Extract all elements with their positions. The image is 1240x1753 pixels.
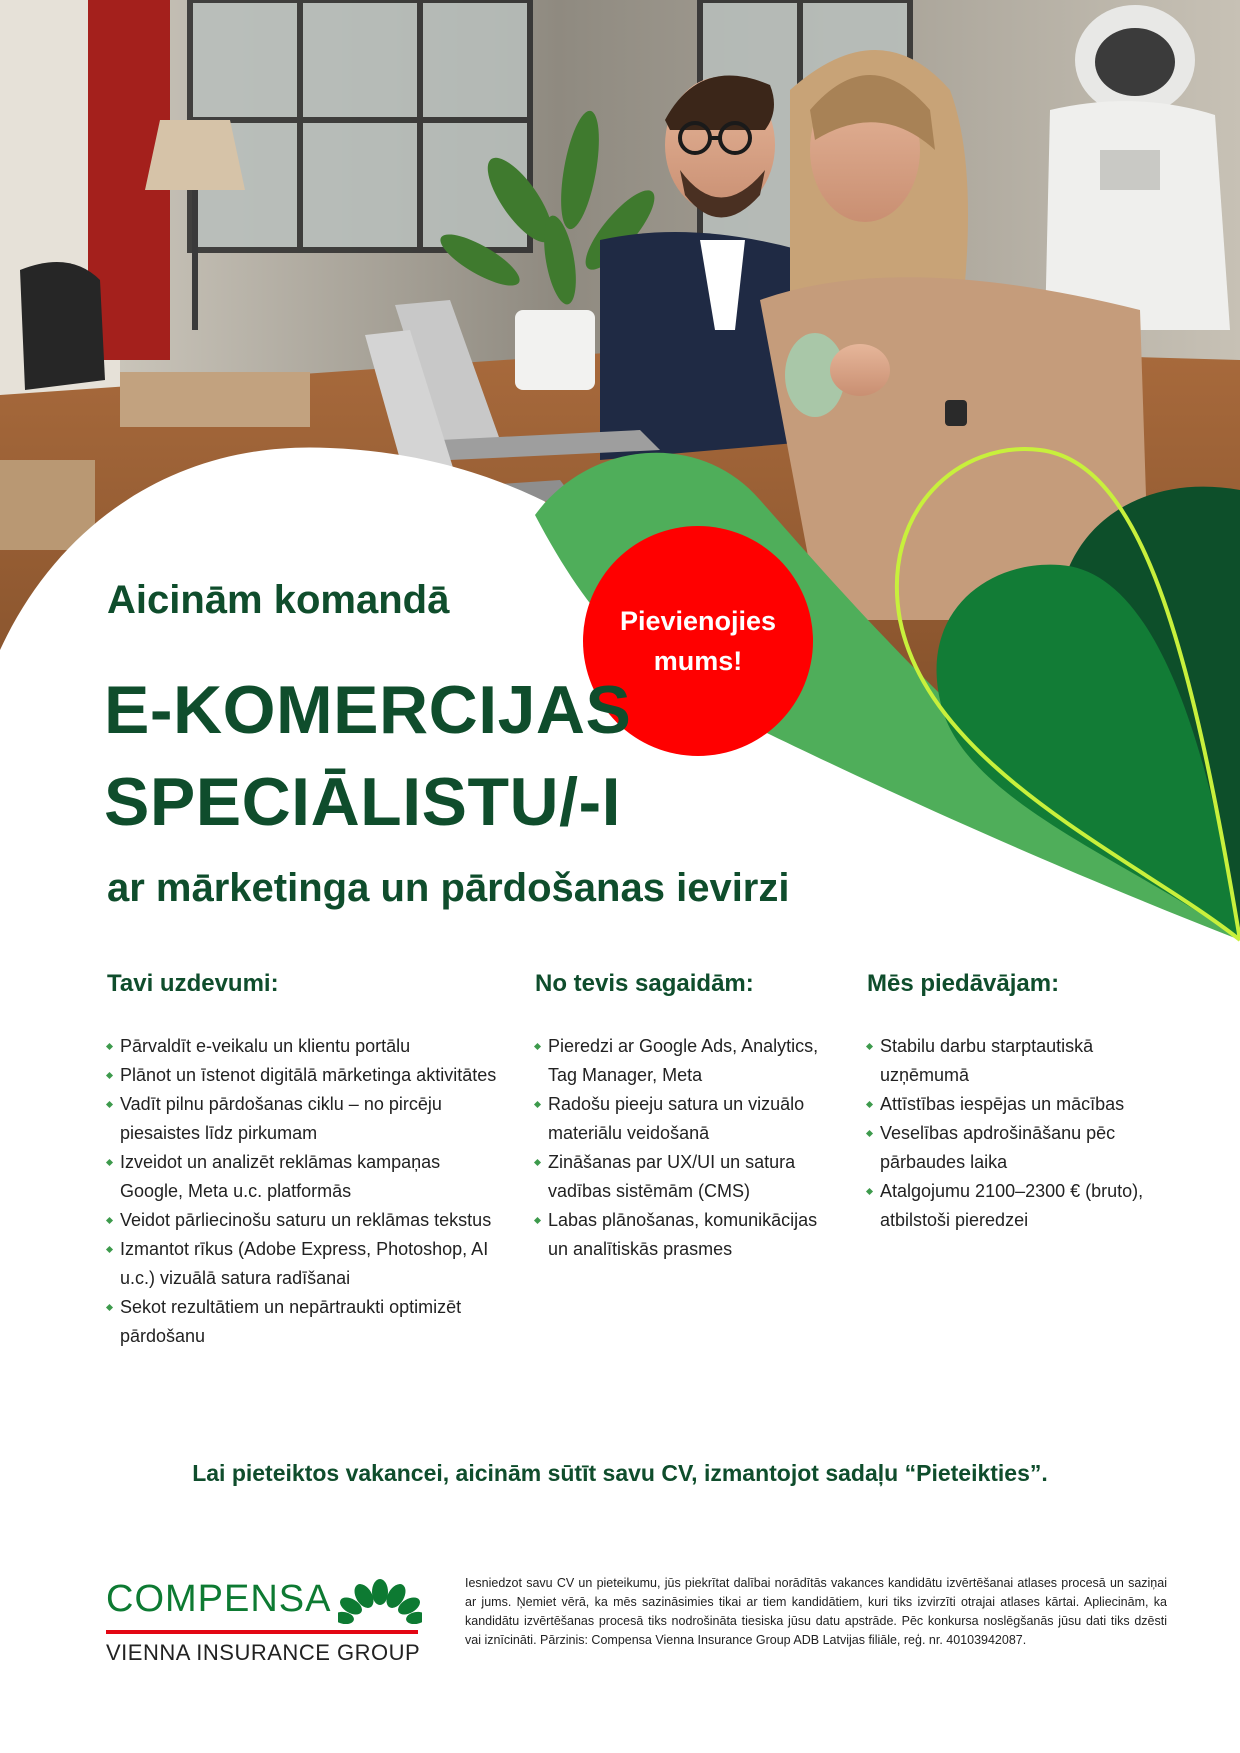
badge-line2: mums!	[653, 646, 743, 676]
logo-subtitle: VIENNA INSURANCE GROUP	[106, 1640, 421, 1665]
offer-heading: Mēs piedāvājam:	[867, 970, 1060, 997]
apply-instruction: Lai pieteiktos vakancei, aicinām sūtīt savu CV, izmantojot sadaļu “Pieteikties”.	[192, 1460, 1048, 1486]
list-item: Radošu pieeju satura un vizuālo materiālu veidošanā	[535, 1090, 835, 1148]
tasks-heading: Tavi uzdevumi:	[107, 970, 279, 997]
offer-list	[867, 1032, 1177, 1235]
list-item: Attīstības iespējas un mācības	[867, 1090, 1177, 1119]
logo-red-line	[106, 1630, 418, 1634]
tasks-list	[107, 1032, 497, 1351]
list-item: Veselības apdrošināšanu pēc pārbaudes laika	[867, 1119, 1177, 1177]
list-item: Sekot rezultātiem un nepārtraukti optimizēt pārdošanu	[107, 1293, 497, 1351]
requirements-column	[535, 970, 835, 1264]
list-item: Pārvaldīt e-veikalu un klientu portālu	[107, 1032, 497, 1061]
job-title-line1: E-KOMERCIJAS	[104, 672, 632, 748]
requirements-list	[535, 1032, 835, 1264]
list-item: Izmantot rīkus (Adobe Express, Photoshop, AI u.c.) vizuālā satura radīšanai	[107, 1235, 497, 1293]
job-title-line2: SPECIĀLISTU/-I	[104, 764, 622, 840]
tasks-column	[107, 970, 497, 1351]
list-item: Atalgojumu 2100–2300 € (bruto), atbilstoši pieredzei	[867, 1177, 1177, 1235]
list-item: Veidot pārliecinošu saturu un reklāmas tekstus	[107, 1206, 497, 1235]
intro-heading: Aicinām komandā	[107, 578, 450, 622]
list-item: Labas plānošanas, komunikācijas un analītiskās prasmes	[535, 1206, 835, 1264]
list-item: Zināšanas par UX/UI un satura vadības sistēmām (CMS)	[535, 1148, 835, 1206]
job-subtitle: ar mārketinga un pārdošanas ievirzi	[107, 866, 790, 910]
compensa-logo	[106, 1578, 426, 1678]
badge-line1: Pievienojies	[619, 606, 777, 636]
list-item: Stabilu darbu starptautiskā uzņēmumā	[867, 1032, 1177, 1090]
privacy-disclaimer: Iesniedzot savu CV un pieteikumu, jūs piekrītat dalībai norādītās vakances kandidātu izvērtēšanai atlases procesā un saziņai ar jums. Ņemiet vērā, ka mēs sazināsimies tikai ar tiem kandidātiem, kuri tiks izvirzīti otrajai atlases kārtai. Apliecinām, ka kandidātu izvērtēšanas procesā tiks nodrošināta tiesiska jūsu datu apstrāde. Pēc konkursa noslēgšanās jūsu dati tiks dzēsti vai iznīcināti. Pārzinis: Compensa Vienna Insurance Group ADB Latvijas filiāle, reģ. nr. 40103942087.	[465, 1576, 1167, 1647]
logo-wordmark: COMPENSA	[106, 1578, 332, 1620]
fan-icon	[338, 1578, 422, 1624]
offer-column	[867, 970, 1177, 1235]
requirements-heading: No tevis sagaidām:	[535, 970, 754, 997]
job-title	[104, 664, 631, 848]
list-item: Izveidot un analizēt reklāmas kampaņas Google, Meta u.c. platformās	[107, 1148, 497, 1206]
list-item: Plānot un īstenot digitālā mārketinga aktivitātes	[107, 1061, 497, 1090]
list-item: Pieredzi ar Google Ads, Analytics, Tag Manager, Meta	[535, 1032, 835, 1090]
list-item: Vadīt pilnu pārdošanas ciklu – no pircēju piesaistes līdz pirkumam	[107, 1090, 497, 1148]
